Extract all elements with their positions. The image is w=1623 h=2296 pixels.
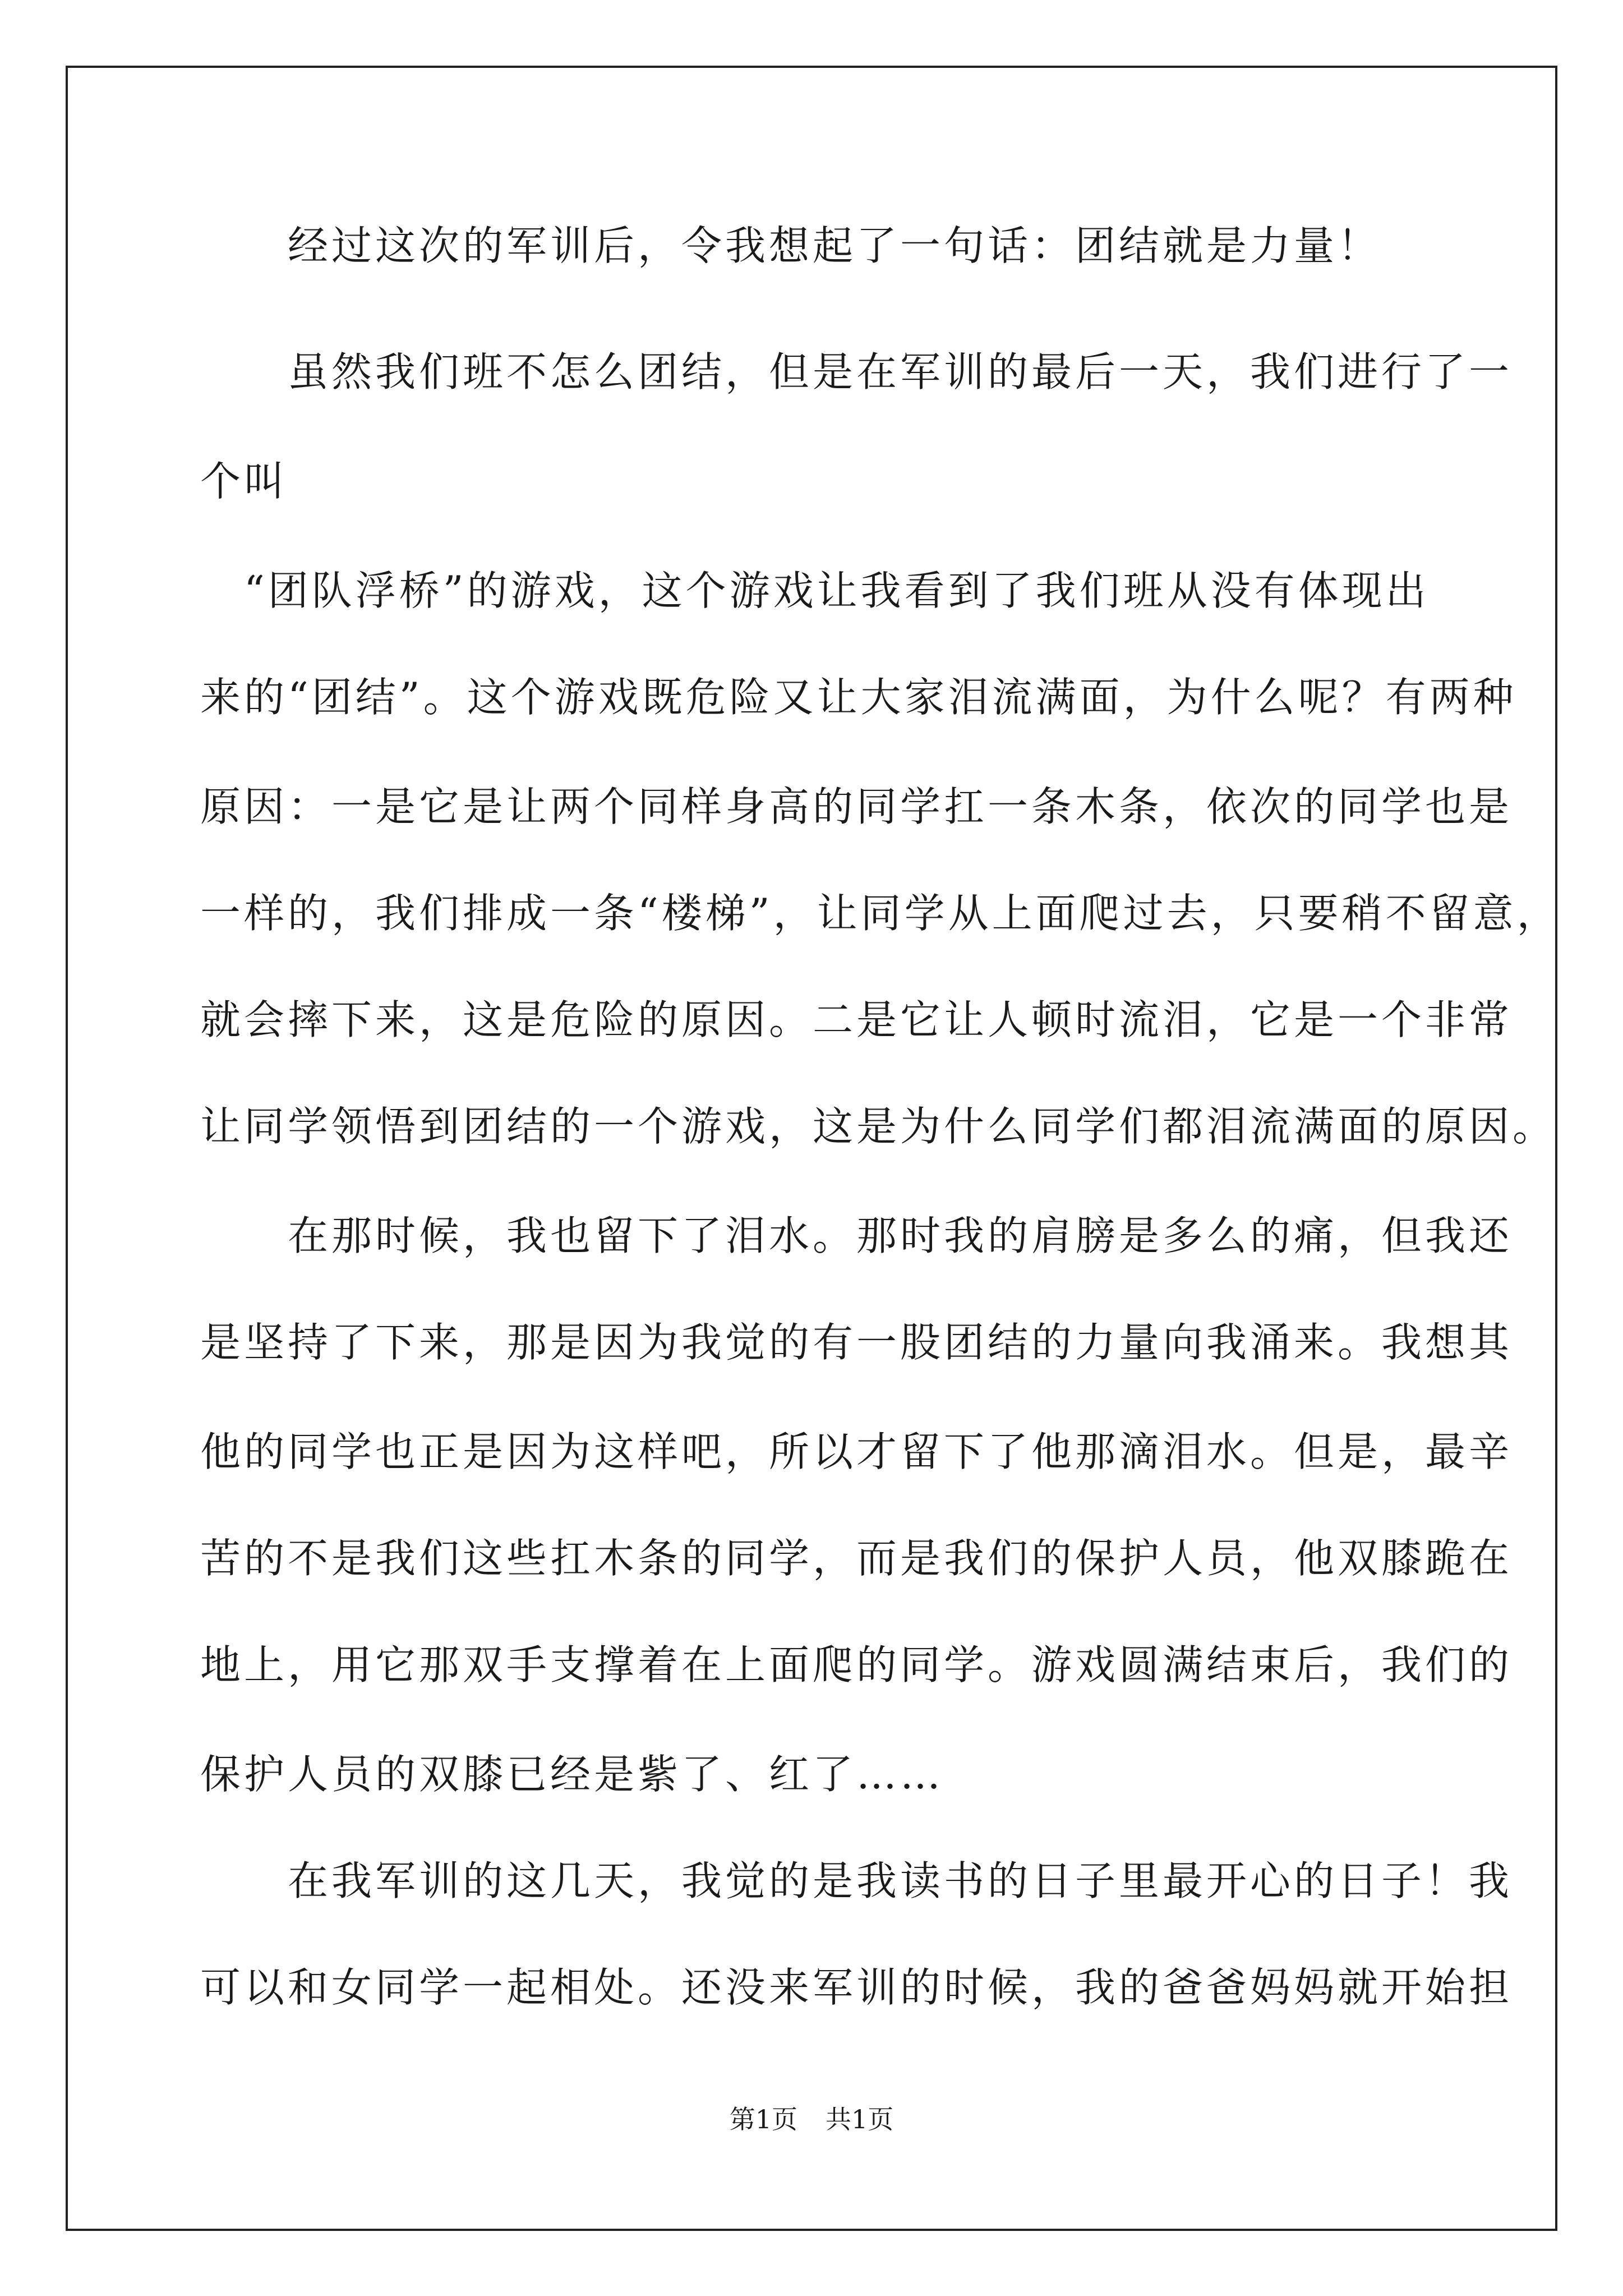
text-line: 是坚持了下来，那是因为我觉的有一股团结的力量向我涌来。我想其 [200, 1319, 1513, 1366]
text-line: 保护人员的双膝已经是紫了、红了…… [200, 1751, 944, 1798]
text-line: 可以和女同学一起相处。还没来军训的时候，我的爸爸妈妈就开始担 [200, 1964, 1513, 2011]
text-line: 虽然我们班不怎么团结，但是在军训的最后一天，我们进行了一 [200, 348, 1513, 395]
text-line: 个叫 [200, 458, 288, 505]
page-footer [0, 2102, 1623, 2136]
text-line: 一样的，我们排成一条“楼梯”，让同学从上面爬过去，只要稍不留意， [200, 890, 1561, 937]
text-line: 经过这次的军训后，令我想起了一句话：团结就是力量！ [200, 222, 1382, 269]
text-line: 他的同学也正是因为这样吧，所以才留下了他那滴泪水。但是，最辛 [200, 1428, 1513, 1475]
page-number: 第1页 [729, 2104, 797, 2134]
text-line: 在我军训的这几天，我觉的是我读书的日子里最开心的日子！我 [200, 1857, 1513, 1904]
text-line: 地上，用它那双手支撑着在上面爬的同学。游戏圆满结束后，我们的 [200, 1641, 1513, 1688]
text-line: 来的“团结”。这个游戏既危险又让大家泪流满面，为什么呢？有两种 [200, 674, 1517, 721]
text-line: 苦的不是我们这些扛木条的同学，而是我们的保护人员，他双膝跪在 [200, 1535, 1513, 1582]
text-line: “团队浮桥”的游戏，这个游戏让我看到了我们班从没有体现出 [200, 567, 1430, 614]
text-line: 就会摔下来，这是危险的原因。二是它让人顿时流泪，它是一个非常 [200, 996, 1513, 1043]
text-line: 让同学领悟到团结的一个游戏，这是为什么同学们都泪流满面的原因。 [200, 1103, 1557, 1150]
text-line: 在那时候，我也留下了泪水。那时我的肩膀是多么的痛，但我还 [200, 1212, 1513, 1259]
page-total: 共1页 [826, 2104, 894, 2134]
text-line: 原因：一是它是让两个同样身高的同学扛一条木条，依次的同学也是 [200, 783, 1513, 830]
